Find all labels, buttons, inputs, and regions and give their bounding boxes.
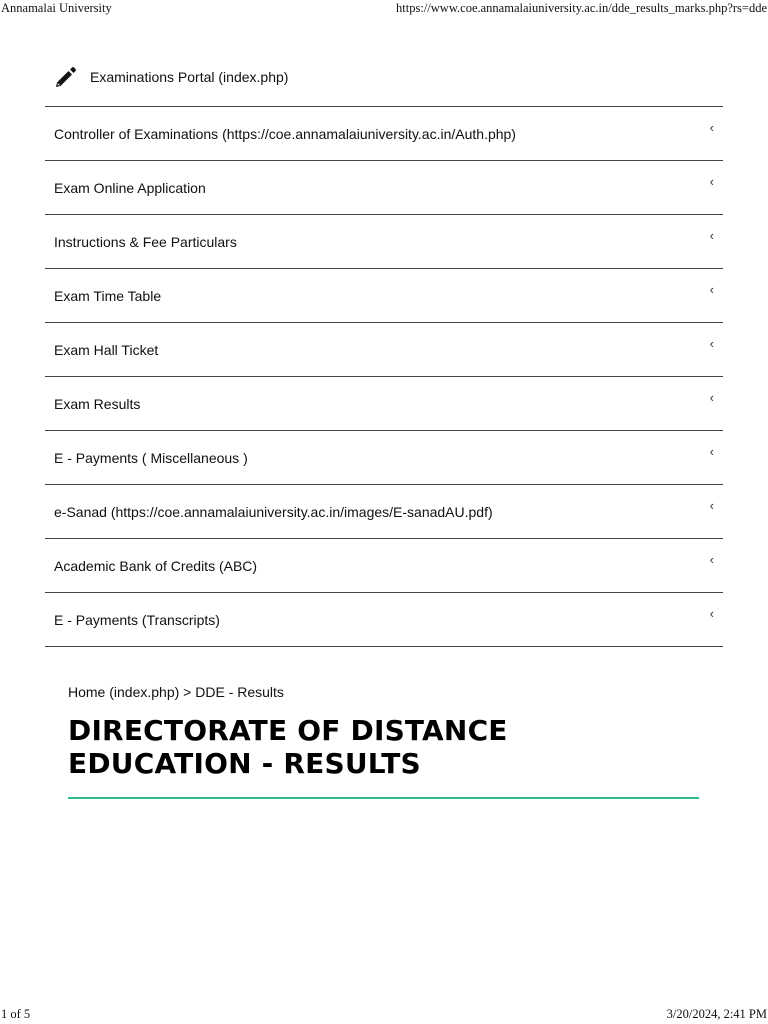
menu-item-label: Exam Results	[54, 395, 141, 412]
chevron-left-icon: ‹	[709, 390, 714, 405]
chevron-left-icon: ‹	[709, 120, 714, 135]
chevron-left-icon: ‹	[709, 228, 714, 243]
main-menu	[45, 106, 723, 647]
print-header	[0, 0, 768, 16]
chevron-left-icon: ‹	[709, 606, 714, 621]
chevron-left-icon: ‹	[709, 444, 714, 459]
menu-item-e-payments-transcripts[interactable]	[45, 593, 723, 647]
chevron-left-icon: ‹	[709, 498, 714, 513]
chevron-left-icon: ‹	[709, 282, 714, 297]
menu-item-academic-bank-of-credits[interactable]	[45, 539, 723, 593]
menu-item-e-payments-misc[interactable]	[45, 431, 723, 485]
menu-item-exam-hall-ticket[interactable]	[45, 323, 723, 377]
print-page-count: 1 of 5	[1, 1007, 31, 1021]
menu-item-exam-online-application[interactable]	[45, 161, 723, 215]
menu-item-label: Academic Bank of Credits (ABC)	[54, 557, 258, 574]
print-footer	[0, 1008, 768, 1024]
breadcrumb-home-link[interactable]: Home (index.php)	[68, 684, 180, 700]
menu-item-exam-time-table[interactable]	[45, 269, 723, 323]
breadcrumb-current: DDE - Results	[195, 684, 284, 700]
menu-item-controller-of-examinations[interactable]	[45, 107, 723, 161]
print-site-title: Annamalai University	[1, 1, 112, 15]
chevron-left-icon: ‹	[709, 336, 714, 351]
breadcrumb	[68, 684, 284, 700]
menu-item-label: E - Payments ( Miscellaneous )	[54, 449, 248, 466]
chevron-left-icon: ‹	[709, 174, 714, 189]
portal-label: Examinations Portal (index.php)	[90, 69, 289, 85]
examinations-portal-link[interactable]	[54, 62, 288, 92]
print-timestamp: 3/20/2024, 2:41 PM	[666, 1007, 767, 1021]
menu-item-exam-results[interactable]	[45, 377, 723, 431]
menu-item-instructions-fee[interactable]	[45, 215, 723, 269]
menu-item-label: Exam Online Application	[54, 179, 206, 196]
menu-item-label: Instructions & Fee Particulars	[54, 233, 237, 250]
pencil-icon	[54, 65, 78, 89]
menu-item-label: Exam Hall Ticket	[54, 341, 159, 358]
chevron-left-icon: ‹	[709, 552, 714, 567]
menu-item-e-sanad[interactable]	[45, 485, 723, 539]
menu-item-label: Controller of Examinations (https://coe.annamalaiuniversity.ac.in/Auth.php)	[54, 125, 516, 142]
breadcrumb-separator: >	[179, 684, 196, 700]
title-underline	[68, 797, 699, 799]
menu-item-label: e-Sanad (https://coe.annamalaiuniversity.ac.in/images/E-sanadAU.pdf)	[54, 503, 493, 520]
menu-item-label: E - Payments (Transcripts)	[54, 611, 220, 628]
menu-item-label: Exam Time Table	[54, 287, 162, 304]
page-title: DIRECTORATE OF DISTANCE EDUCATION - RESULTS	[68, 714, 508, 780]
print-url: https://www.coe.annamalaiuniversity.ac.in/dde_results_marks.php?rs=dde	[396, 1, 767, 15]
